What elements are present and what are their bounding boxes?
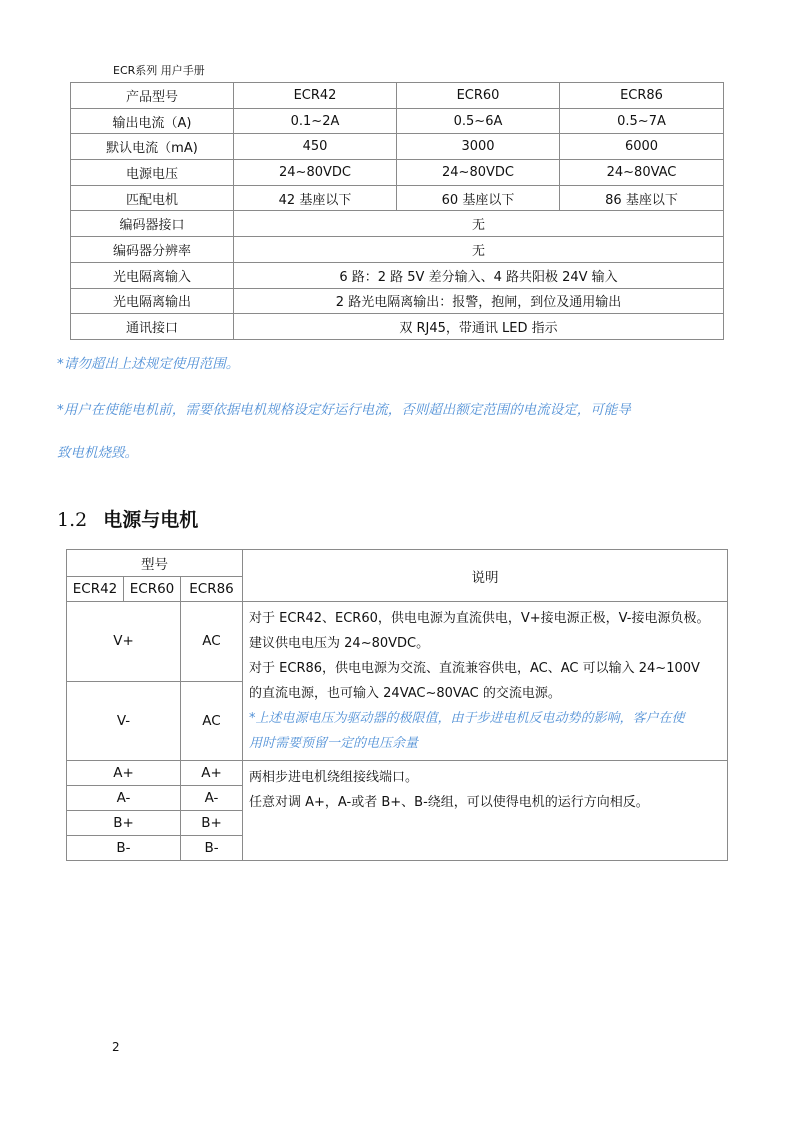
terminal-cell: A- (67, 786, 181, 811)
spec-row (71, 288, 724, 314)
spec-merged-cell: 无 (234, 237, 724, 263)
spec-row-label: 通讯接口 (71, 314, 234, 340)
spec-header-cell: ECR42 (234, 83, 397, 109)
spec-merged-cell: 2 路光电隔离输出：报警，抱闸，到位及通用输出 (234, 288, 724, 314)
section-title: 电源与电机 (103, 509, 199, 531)
model-name-cell: ECR86 (181, 577, 243, 602)
terminal-cell: V+ (67, 602, 181, 682)
desc-line: 任意对调 A+，A-或者 B+、B-绕组，可以使得电机的运行方向相反。 (249, 795, 649, 810)
spec-row (71, 160, 724, 186)
spec-merged-cell: 双 RJ45，带通讯 LED 指示 (234, 314, 724, 340)
terminal-cell: B- (181, 836, 243, 861)
spec-cell: 0.5~7A (560, 108, 724, 134)
power-description (243, 602, 728, 761)
spec-row (71, 237, 724, 263)
spec-cell: 450 (234, 134, 397, 160)
desc-line: 建议供电电压为 24~80VDC。 (249, 636, 430, 651)
terminal-cell: B+ (67, 811, 181, 836)
spec-header-cell: 产品型号 (71, 83, 234, 109)
desc-line: 对于 ECR86，供电电源为交流、直流兼容供电，AC、AC 可以输入 24~100V (249, 661, 700, 676)
terminal-cell: B+ (181, 811, 243, 836)
spec-header-cell: ECR86 (560, 83, 724, 109)
spec-row-label: 编码器分辨率 (71, 237, 234, 263)
spec-header-cell: ECR60 (397, 83, 560, 109)
spec-row (71, 108, 724, 134)
spec-cell: 24~80VDC (234, 160, 397, 186)
spec-row-label: 光电隔离输入 (71, 262, 234, 288)
spec-row-label: 匹配电机 (71, 185, 234, 211)
spec-header-row (71, 83, 724, 109)
spec-row (71, 185, 724, 211)
spec-cell: 0.1~2A (234, 108, 397, 134)
terminal-cell: AC (181, 602, 243, 682)
model-name-cell: ECR42 (67, 577, 124, 602)
section-number: 1.2 (57, 509, 88, 531)
spec-table (70, 82, 724, 340)
spec-cell: 24~80VAC (560, 160, 724, 186)
wiring-table (66, 549, 728, 861)
desc-note-line: 用时需要预留一定的电压余量 (249, 736, 419, 751)
spec-cell: 60 基座以下 (397, 185, 560, 211)
spec-merged-cell: 6 路：2 路 5V 差分输入、4 路共阳极 24V 输入 (234, 262, 724, 288)
model-header: 型号 (67, 550, 243, 577)
power-row (67, 602, 728, 682)
desc-line: 两相步进电机绕组接线端口。 (249, 770, 419, 785)
spec-row-label: 光电隔离输出 (71, 288, 234, 314)
spec-row-label: 默认电流（mA) (71, 134, 234, 160)
spec-row (71, 262, 724, 288)
spec-cell: 0.5~6A (397, 108, 560, 134)
desc-line: 的直流电源，也可输入 24VAC~80VAC 的交流电源。 (249, 686, 561, 701)
desc-header: 说明 (243, 550, 728, 602)
spec-row (71, 314, 724, 340)
motor-row (67, 761, 728, 786)
spec-cell: 42 基座以下 (234, 185, 397, 211)
usage-range-note: *请勿超出上述规定使用范围。 (57, 356, 240, 372)
current-setting-note: *用户在使能电机前，需要依据电机规格设定好运行电流，否则超出额定范围的电流设定，可能导 (57, 402, 631, 418)
wiring-header-row (67, 550, 728, 577)
current-setting-note-cont: 致电机烧毁。 (57, 445, 138, 461)
spec-row (71, 211, 724, 237)
page-header: ECR系列 用户手册 (113, 64, 205, 77)
terminal-cell: V- (67, 681, 181, 761)
terminal-cell: A+ (181, 761, 243, 786)
terminal-cell: A+ (67, 761, 181, 786)
model-name-cell: ECR60 (124, 577, 181, 602)
spec-row-label: 电源电压 (71, 160, 234, 186)
spec-cell: 86 基座以下 (560, 185, 724, 211)
spec-row-label: 输出电流（A) (71, 108, 234, 134)
terminal-cell: A- (181, 786, 243, 811)
spec-row-label: 编码器接口 (71, 211, 234, 237)
page-number: 2 (112, 1040, 120, 1054)
spec-merged-cell: 无 (234, 211, 724, 237)
spec-cell: 6000 (560, 134, 724, 160)
spec-cell: 3000 (397, 134, 560, 160)
desc-line: 对于 ECR42、ECR60，供电电源为直流供电，V+接电源正极，V-接电源负极。 (249, 611, 710, 626)
motor-description (243, 761, 728, 861)
section-heading (57, 505, 198, 532)
terminal-cell: B- (67, 836, 181, 861)
terminal-cell: AC (181, 681, 243, 761)
desc-note-line: *上述电源电压为驱动器的极限值，由于步进电机反电动势的影响，客户在使 (249, 711, 685, 726)
spec-row (71, 134, 724, 160)
spec-cell: 24~80VDC (397, 160, 560, 186)
